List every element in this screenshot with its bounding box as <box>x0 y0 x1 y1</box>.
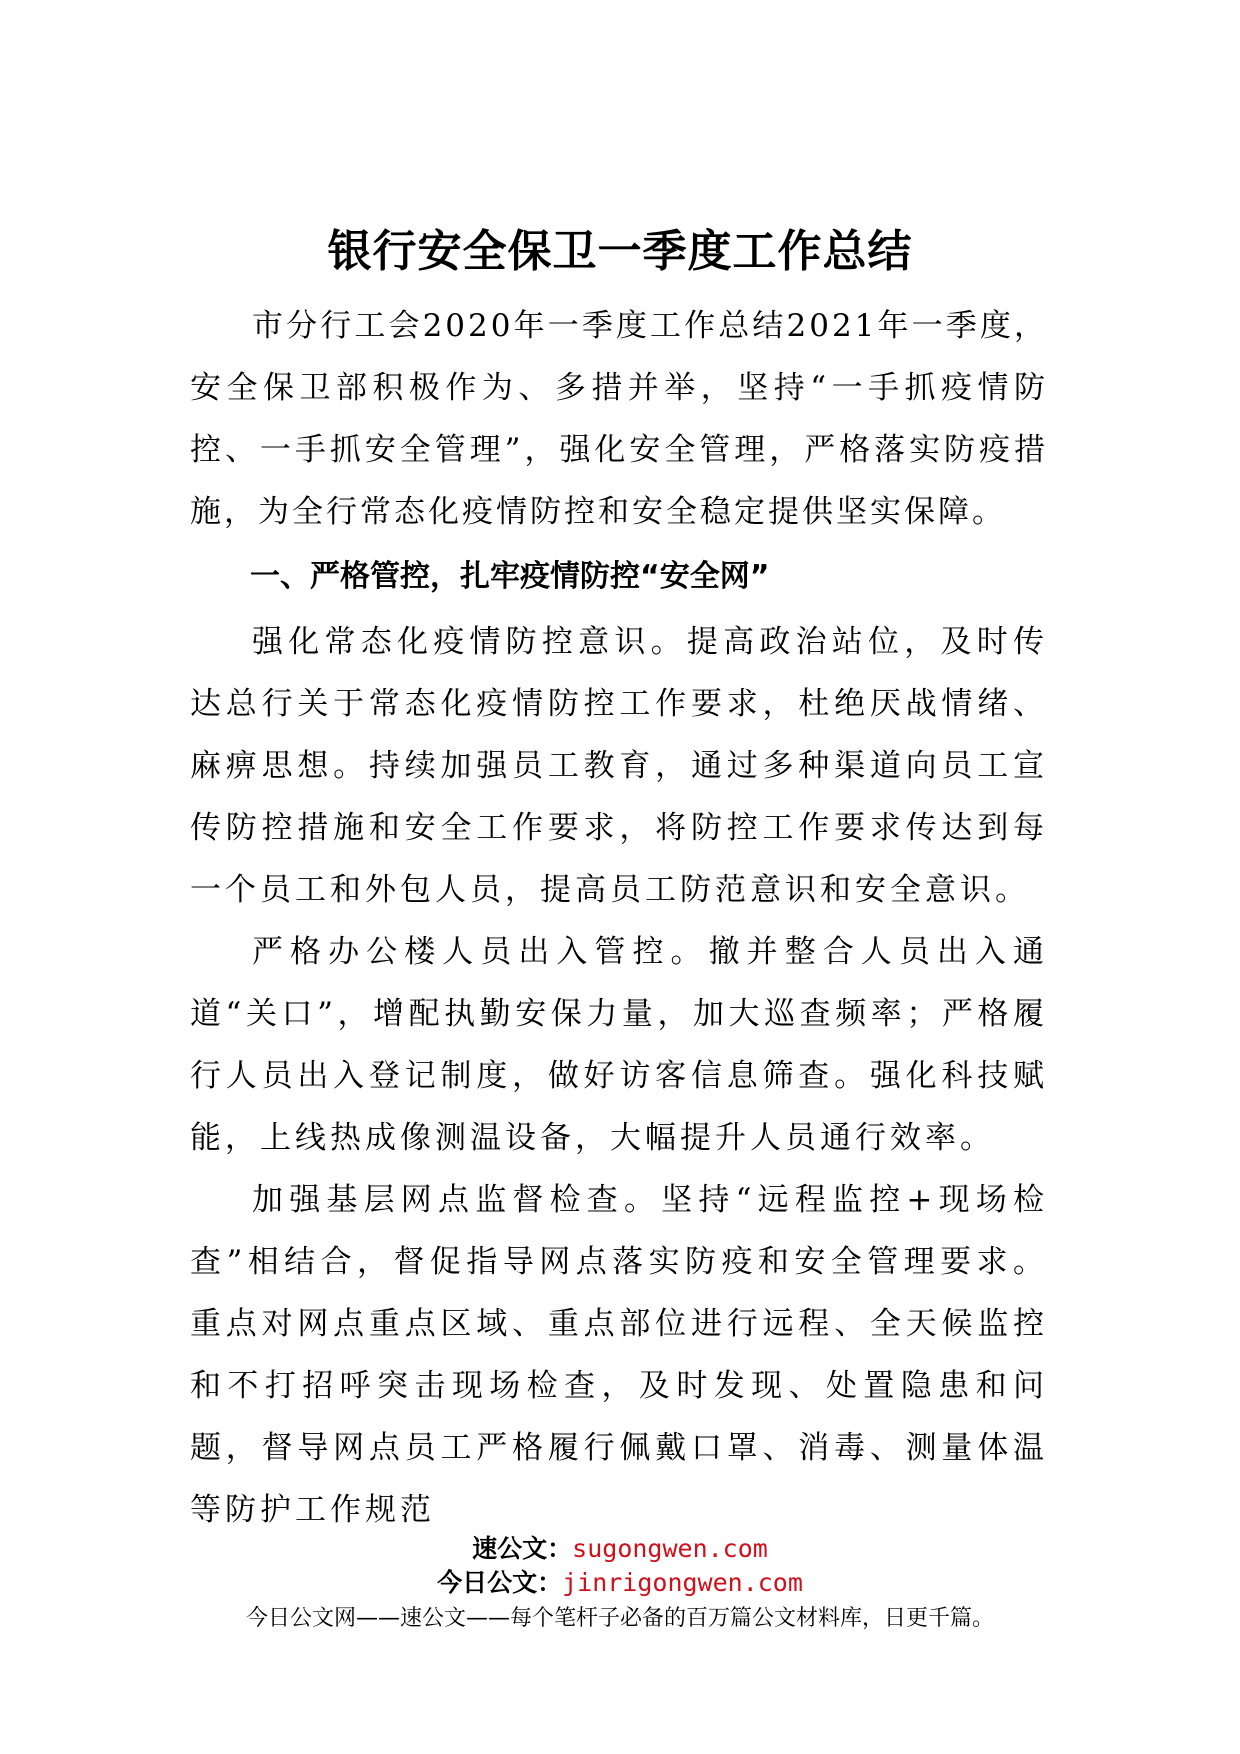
footer-line-sugongwen <box>0 1532 1240 1566</box>
body-paragraph: 加强基层网点监督检查。坚持“远程监控+现场检查”相结合，督促指导网点落实防疫和安全管理要求。重点对网点重点区域、重点部位进行远程、全天候监控和不打招呼突击现场检查，及时发现、处置隐患和问题，督导网点员工严格履行佩戴口罩、消毒、测量体温等防护工作规范 <box>190 1182 1048 1528</box>
body-paragraph: 严格办公楼人员出入管控。撤并整合人员出入通道“关口”，增配执勤安保力量，加大巡查频率；严格履行人员出入登记制度，做好访客信息筛查。强化科技赋能，上线热成像测温设备，大幅提升人员通行效率。 <box>190 934 1048 1156</box>
document-title: 银行安全保卫一季度工作总结 <box>327 226 913 277</box>
body-paragraph: 强化常态化疫情防控意识。提高政治站位，及时传达总行关于常态化疫情防控工作要求，杜绝厌战情绪、麻痹思想。持续加强员工教育，通过多种渠道向员工宣传防控措施和安全工作要求，将防控工作要求传达到每一个员工和外包人员，提高员工防范意识和安全意识。 <box>190 624 1048 908</box>
footer-link[interactable]: sugongwen.com <box>572 1534 768 1563</box>
section-heading: 一、严格管控，扎牢疫情防控“安全网” <box>250 559 770 594</box>
watermark-footer <box>0 1532 1240 1636</box>
footer-label: 速公文： <box>472 1534 573 1563</box>
footer-slogan: 今日公文网——速公文——每个笔杆子必备的百万篇公文材料库，日更千篇。 <box>245 1606 994 1631</box>
footer-label: 今日公文： <box>437 1568 563 1597</box>
intro-paragraph: 市分行工会2020年一季度工作总结2021年一季度，安全保卫部积极作为、多措并举，坚持“一手抓疫情防控、一手抓安全管理”，强化安全管理，严格落实防疫措施，为全行常态化疫情防控和安全稳定提供坚实保障。 <box>190 308 1048 530</box>
footer-line-jinrigongwen <box>0 1566 1240 1600</box>
document-body <box>190 295 1048 1541</box>
footer-link[interactable]: jinrigongwen.com <box>562 1568 803 1597</box>
